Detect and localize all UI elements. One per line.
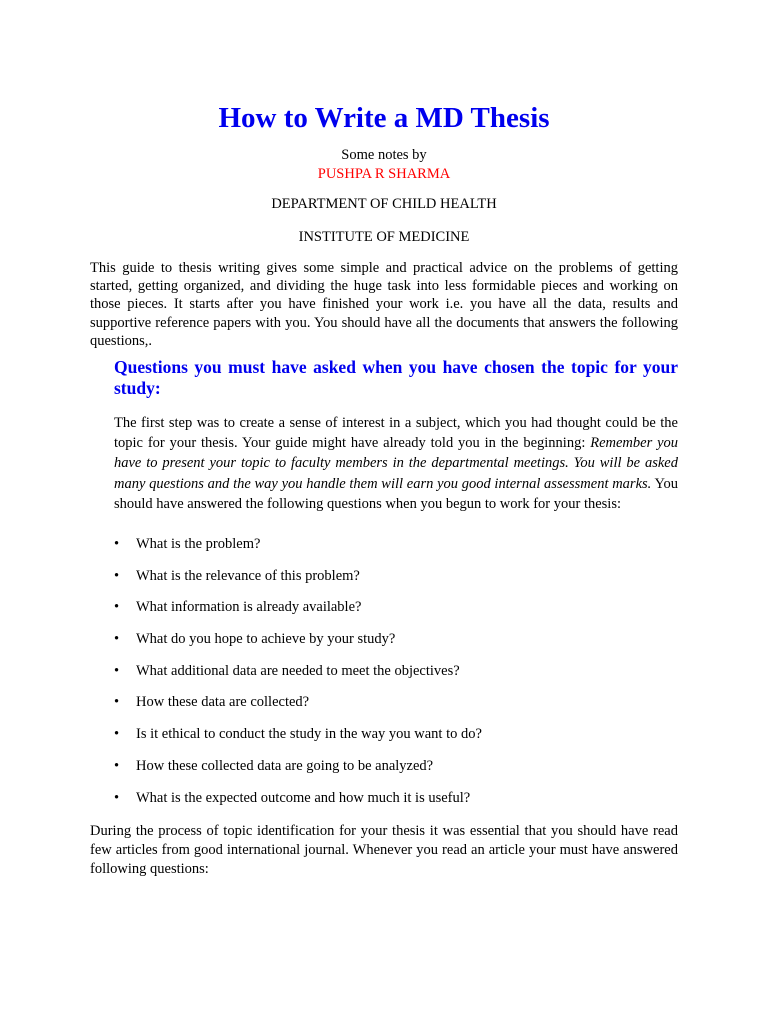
first-step-text: The first step was to create a sense of interest in a subject, which you had thought could be the topic for your thesis. Your guide might have already told you in the beginning: [114, 415, 678, 452]
first-step-text-end: You should have answered the following questions when you begun to work for your thesis: [114, 475, 678, 512]
outro-paragraph: During the process of topic identification for your thesis it was essential that you should have read few articles from good international journal. Whenever you read an article your must have answered following questions: [90, 823, 678, 877]
department-name: DEPARTMENT OF CHILD HEALTH [271, 196, 497, 212]
question-text: What do you hope to achieve by your study? [136, 631, 396, 648]
questions-list [114, 535, 678, 820]
byline: Some notes by [341, 147, 427, 163]
bullet-icon: • [114, 631, 120, 648]
bullet-icon: • [114, 599, 120, 616]
bullet-icon: • [114, 757, 120, 774]
question-text: What is the expected outcome and how much it is useful? [136, 789, 471, 806]
first-step-paragraph [114, 413, 678, 514]
bullet-icon: • [114, 662, 120, 679]
list-item [114, 757, 678, 789]
list-item [114, 598, 678, 630]
first-step-italic-quote: Remember you have to present your topic to faculty members in the departmental meetings. You will be asked many questions and the way you handle them will earn you good internal assessment marks. [114, 435, 679, 492]
bullet-icon: • [114, 694, 120, 711]
intro-paragraph: This guide to thesis writing gives some simple and practical advice on the problems of getting started, getting organized, and dividing the huge task into less formidable pieces and working on those pieces. It starts after you have finished your work i.e. you have all the data, results and supportive reference papers with you. You should have all the documents that answers the following questions,. [90, 260, 678, 349]
question-text: How these data are collected? [136, 694, 310, 711]
institute-name: INSTITUTE OF MEDICINE [298, 229, 470, 245]
bullet-icon: • [114, 567, 120, 584]
list-item [114, 725, 678, 757]
bullet-icon: • [114, 726, 120, 743]
bullet-icon: • [114, 789, 120, 806]
section-heading: Questions you must have asked when you have chosen the topic for your study: [114, 357, 678, 398]
list-item [114, 567, 678, 599]
bullet-icon: • [114, 536, 120, 552]
question-text: How these collected data are going to be analyzed? [136, 757, 434, 774]
document-title: How to Write a MD Thesis [218, 102, 550, 134]
list-item [114, 789, 678, 821]
question-text: What information is already available? [136, 599, 362, 616]
question-text: What additional data are needed to meet the objectives? [136, 662, 460, 679]
list-item [114, 662, 678, 694]
list-item [114, 693, 678, 725]
list-item [114, 630, 678, 662]
question-text: What is the problem? [136, 536, 261, 552]
author-name: PUSHPA R SHARMA [317, 166, 451, 182]
question-text: What is the relevance of this problem? [136, 567, 360, 584]
list-item [114, 535, 678, 567]
question-text: Is it ethical to conduct the study in the way you want to do? [136, 726, 482, 743]
